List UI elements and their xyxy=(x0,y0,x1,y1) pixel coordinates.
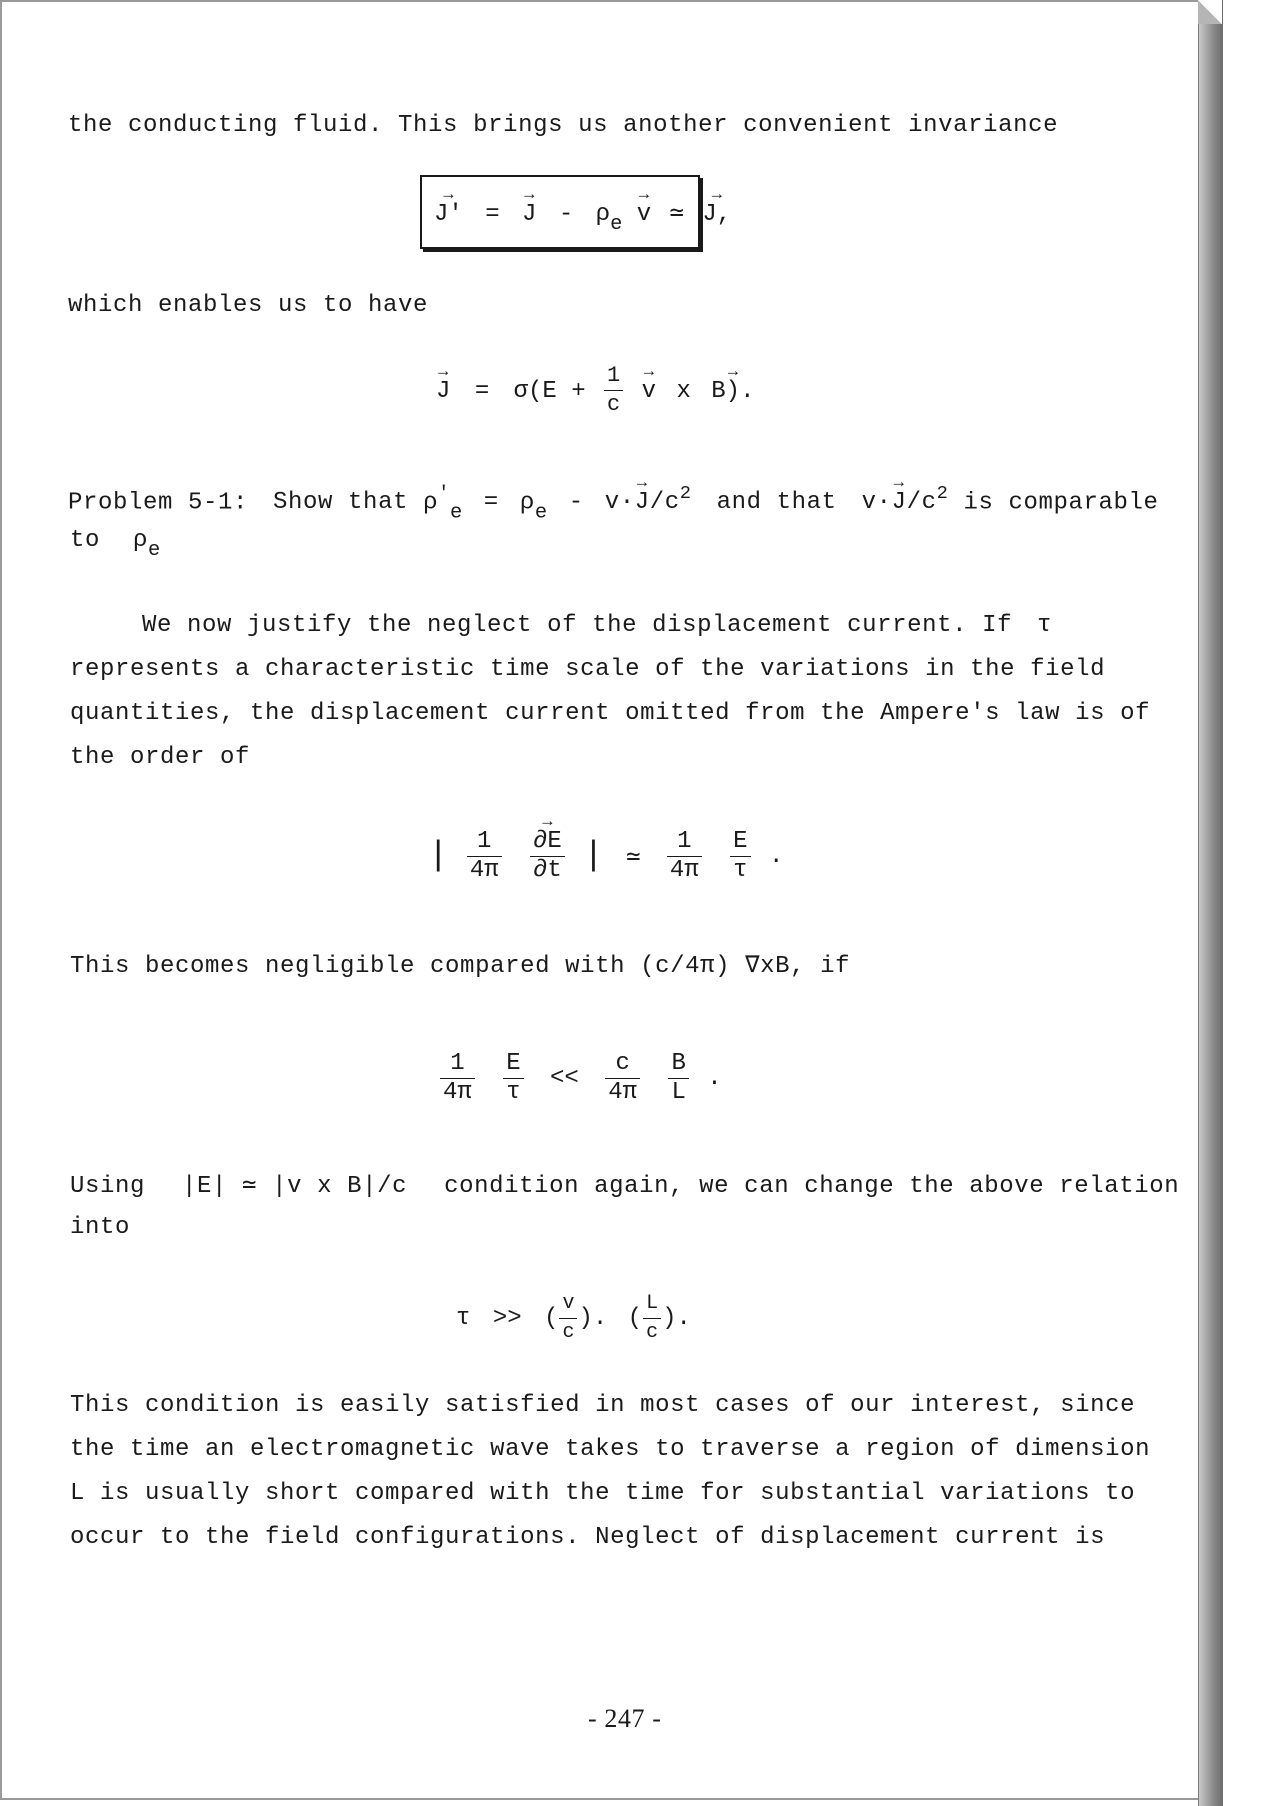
paragraph-1-line-3: quantities, the displacement current omitted from the Ampere's law is of xyxy=(70,700,1151,727)
page-number: - 247 - xyxy=(588,1704,662,1733)
equation-displacement-order: | $\frac{1}{4\pi}$ → $\frac{\partial E}{\partial t}$ | ≃ $\frac{1}{4\pi}$ $\frac{E}{\tau}$ . xyxy=(428,828,783,885)
paragraph-1-line-2: represents a characteristic time scale of the variations in the field xyxy=(70,656,1106,683)
text-line-1: the conducting fluid. This brings us another convenient invariance xyxy=(68,112,1059,139)
page-edge-shadow xyxy=(1198,0,1223,1806)
paragraph-3-line-4: occur to the field configurations. Neglect of displacement current is xyxy=(70,1524,1106,1551)
tau-symbol: τ xyxy=(1037,612,1053,639)
vector-j-prime: → J' xyxy=(434,201,463,228)
using-line: Using |E| ≃ |v x B|/c condition again, we can change the above relation xyxy=(70,1173,1180,1200)
paragraph-2: This becomes negligible compared with (c/4π) ∇xB, if xyxy=(70,953,851,980)
paragraph-3-line-3: L is usually short compared with the time for substantial variations to xyxy=(70,1480,1136,1507)
equation-negligible-condition: $\frac{1}{4\pi}$ $\frac{E}{\tau}$ << $\frac{c}{4\pi}$ $\frac{B}{L}$ . xyxy=(436,1050,722,1107)
page-corner xyxy=(1198,0,1222,24)
equation-time-scale: τ >> ( $\frac{v}{c}$ ). ( $\frac{L}{c}$ ). xyxy=(456,1292,691,1344)
paragraph-3-line-1: This condition is easily satisfied in most cases of our interest, since xyxy=(70,1392,1136,1419)
paragraph-1-line-4: the order of xyxy=(70,744,251,771)
problem-line: Problem 5-1: Show that $\rho'_e = \rho_e$ - → $v\cdot J/c^2$ and that → $v\cdot J/c^2$ is comparable xyxy=(68,482,1159,524)
paragraph-3-line-2: the time an electromagnetic wave takes to traverse a region of dimension xyxy=(70,1436,1151,1463)
equation-current-invariance: → J' = → $J - \rho_e \to v$ ≃ → J, xyxy=(434,198,731,236)
problem-line-2: to $\rho_e$ xyxy=(70,527,161,563)
paragraph-1-line-1: We now justify the neglect of the displacement current. If τ xyxy=(142,612,1053,639)
text-line-2: which enables us to have xyxy=(68,292,429,319)
equation-ohms-law: → J = σ(E + $\frac{1}{c}$ → v x → B). xyxy=(436,362,755,419)
using-line-2: into xyxy=(70,1214,131,1241)
